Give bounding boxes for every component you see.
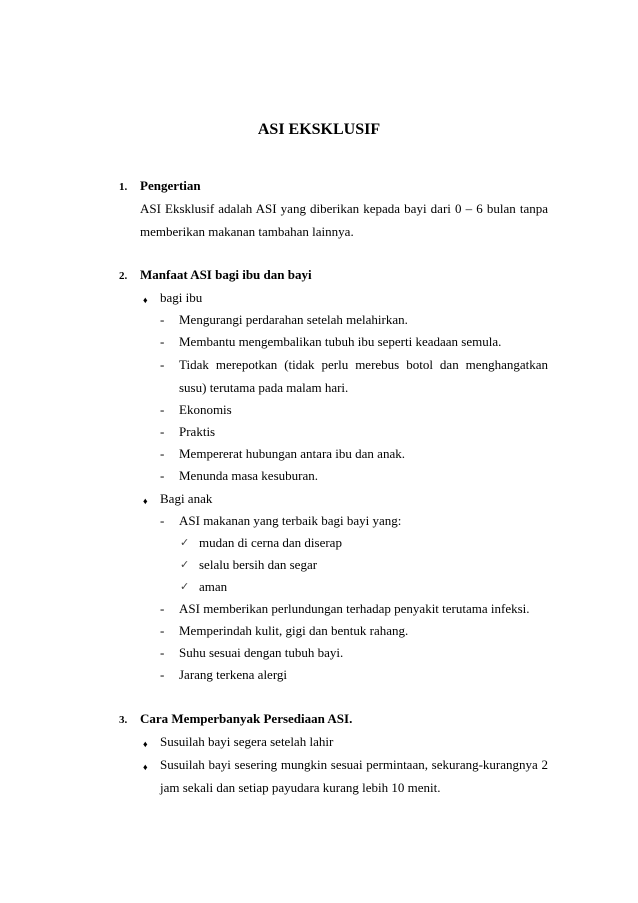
list-item: Membantu mengembalikan tubuh ibu seperti keadaan semula.: [179, 334, 502, 349]
group-label: bagi ibu: [160, 290, 203, 305]
section-number: 1.: [119, 181, 128, 193]
dash-bullet: -: [160, 446, 165, 461]
list-item: Suhu sesuai dengan tubuh bayi.: [179, 645, 344, 660]
list-item: Mengurangi perdarahan setelah melahirkan.: [179, 312, 408, 327]
bullet-item-continuation: jam sekali dan setiap payudara kurang lebih 10 menit.: [160, 780, 441, 795]
dash-bullet: -: [160, 645, 165, 660]
dash-bullet: -: [160, 667, 165, 682]
dash-bullet: -: [160, 334, 165, 349]
diamond-bullet-icon: ♦: [143, 295, 148, 305]
dash-bullet: -: [160, 601, 165, 616]
checkmark-bullet-icon: ✓: [180, 581, 190, 593]
checkmark-bullet-icon: ✓: [180, 537, 190, 549]
list-item: Mempererat hubungan antara ibu dan anak.: [179, 446, 405, 461]
group-label: Bagi anak: [160, 491, 213, 506]
checkmark-bullet-icon: ✓: [180, 559, 190, 571]
dash-bullet: -: [160, 402, 165, 417]
list-item: Menunda masa kesuburan.: [179, 468, 318, 483]
dash-bullet: -: [160, 357, 165, 372]
paragraph-line: memberikan makanan tambahan lainnya.: [140, 224, 354, 239]
sub-list-item: selalu bersih dan segar: [199, 557, 318, 572]
bullet-item: Susuilah bayi segera setelah lahir: [160, 734, 334, 749]
sub-list-item: mudan di cerna dan diserap: [199, 535, 342, 550]
paragraph-line: ASI Eksklusif adalah ASI yang diberikan kepada bayi dari 0 – 6 bulan tanpa: [140, 201, 548, 216]
list-item: ASI memberikan perlundungan terhadap penyakit terutama infeksi.: [179, 601, 530, 616]
diamond-bullet-icon: ♦: [143, 739, 148, 749]
dash-bullet: -: [160, 468, 165, 483]
section-number: 2.: [119, 270, 128, 282]
dash-bullet: -: [160, 312, 165, 327]
sub-list-item: aman: [199, 579, 228, 594]
list-item: Tidak merepotkan (tidak perlu merebus botol dan menghangatkan: [179, 357, 548, 372]
section-heading: Pengertian: [140, 178, 201, 193]
list-item: Jarang terkena alergi: [179, 667, 288, 682]
list-item: Ekonomis: [179, 402, 232, 417]
section-heading: Cara Memperbanyak Persediaan ASI.: [140, 711, 353, 726]
dash-bullet: -: [160, 623, 165, 638]
section-number: 3.: [119, 714, 128, 726]
diamond-bullet-icon: ♦: [143, 762, 148, 772]
list-item: Memperindah kulit, gigi dan bentuk rahang.: [179, 623, 409, 638]
bullet-item: Susuilah bayi sesering mungkin sesuai permintaan, sekurang-kurangnya 2: [160, 757, 548, 772]
section-heading: Manfaat ASI bagi ibu dan bayi: [140, 267, 312, 282]
document-title: ASI EKSKLUSIF: [257, 121, 381, 138]
dash-bullet: -: [160, 424, 165, 439]
diamond-bullet-icon: ♦: [143, 496, 148, 506]
dash-bullet: -: [160, 513, 165, 528]
list-item: ASI makanan yang terbaik bagi bayi yang:: [179, 513, 402, 528]
list-item-continuation: susu) terutama pada malam hari.: [179, 380, 349, 395]
list-item: Praktis: [179, 424, 216, 439]
